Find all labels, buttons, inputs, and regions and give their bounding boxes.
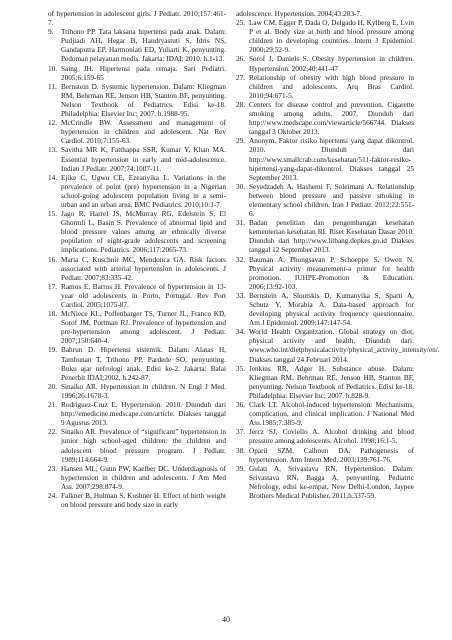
reference-number: 9. [48, 28, 54, 37]
reference-text: Sinaiko AR. Hypertension in children. N Engl J Med. 1996;26:1678-3. [61, 382, 226, 400]
reference-text: Ramos E, Barros H. Prevalence of hypertension in 13-year old adolescents in Porto, Portugal. Rev Port Cardiol. 2005;1075-87. [61, 282, 226, 309]
reference-text: Relationship of obesity with high blood pressure in children and adolescents. Arq Bras Cardiol. 2010;94:671-5. [249, 73, 414, 100]
reference-number: 29. [236, 137, 246, 146]
reference-number: 35. [236, 364, 246, 373]
reference-number: 11. [48, 82, 57, 91]
reference-list [48, 28, 226, 510]
reference-text: Bernstein D. Systemic hypertension. Dalam: Kliegman RM, Behrman RE, Jenson HB, Stanton BF, penyunting. Nelson Textbook of Pediatrics. Edisi ke-18. Philadelphia: Elsevier Inc; 2007. h.1988-95. [61, 82, 226, 119]
reference-text: McNiece KL, Poffenbarger TS, Turner JL, Franco KD, Sorof JM, Portman RJ. Prevalence of hypertension and pre-hypertension among adolescent. J Pediatr. 2007;150:640-4. [61, 310, 226, 346]
reference-item [48, 65, 226, 83]
reference-number: 30. [236, 182, 246, 191]
left-column [48, 10, 226, 510]
reference-number: 33. [236, 291, 246, 300]
reference-text: Law CM, Egger P, Dada O, Delgado H, Kylberg E, Lvin P et al. Body size at birth and blood pressure among children in developing countries. Intern J Epidemiol. 2000;29:52-9. [249, 19, 414, 55]
reference-text: Gulati A, Srivastava RN, Hypertension. Dalam: Srivastava RN, Bagga A, penyunting. Pediatric Nefrology, edisi ke-empat, New Delhi-London, Jaypee Brothers Medical Publisher, 2011,h.337-59. [249, 464, 414, 500]
reference-item [48, 146, 226, 173]
reference-number: 17. [48, 282, 58, 291]
reference-item [48, 210, 226, 255]
reference-text: Bahrun D. Hipertensi sistemik. Dalam: Alatas H, Tambunan T, Trihono PP, Pardede SO, penyunting. Buku ajar nefrologi anak. Edisi ke-2. Jakarta: Balai Penerbit IDAI;2002, h.242-87. [61, 346, 226, 382]
reference-continuation: of hypertension in adolescent girls. J Pediatr. 2010;157:461-7. [48, 10, 226, 28]
reference-text: Saing JH. Hipertensi pada remaja. Sari Pediatri. 2005;6:159-65 [61, 64, 226, 82]
reference-item [48, 346, 226, 382]
reference-item [236, 447, 414, 465]
reference-item [48, 119, 226, 146]
reference-number: 25. [236, 19, 246, 28]
reference-number: 23. [48, 464, 58, 473]
reference-number: 37. [236, 428, 246, 437]
reference-number: 19. [48, 346, 58, 355]
reference-text: Bernstein A, Sloutskis D, Kumanyika S, Sparti A, Schutz Y, Morabia A. Data-based approach for developing physical activity frequency questionnaire. Am J Epidemiol. 2009;147:147-54. [249, 291, 414, 328]
reference-item [236, 55, 414, 73]
reference-item [236, 256, 414, 292]
reference-text: Sorof J, Daniels S. Obesity hypertension in children. Hypertension. 2002;40:441-47 [249, 55, 414, 73]
reference-number: 10. [48, 64, 58, 73]
reference-number: 39. [236, 464, 246, 473]
reference-number: 18. [48, 310, 58, 319]
reference-item [236, 74, 414, 101]
reference-number: 32. [236, 255, 246, 264]
reference-number: 13. [48, 146, 58, 155]
reference-text: Centers for disease control and prevention. Cigarette smoking among adults. 2007. Diunduh dari http://www.medscape.com/viewarticle/566744. Diakses tanggal 3 Oktober 2013. [249, 100, 414, 137]
reference-text: Trihono PP. Tata laksana hipertensi pada anak. Dalam: Pudjiadi AH, Hegar B, Handryastuti S, Idris NS, Gandaputra EP, Harmoniati ED, Yuliarti K, penyunting. Pedoman pelayanan medis. Jakarta: IDAI; 2010. h.1-13. [61, 28, 226, 64]
reference-item [48, 83, 226, 119]
reference-number: 31. [236, 219, 246, 228]
reference-item [236, 101, 414, 137]
reference-text: Rodriguez-Cruz E. Hypertension. 2010. Diunduh dari http://emedicine.medscape.com/article. Diakses tanggal 9 Agustus 2013. [61, 401, 226, 428]
reference-item [48, 283, 226, 310]
reference-number: 26. [236, 55, 246, 64]
reference-number: 24. [48, 491, 58, 500]
reference-text: Clark LT. Alcohol-induced hypertension: Mechanisms, complication, and clinical implication. J National Med Ass.1985;7:385-9. [249, 401, 414, 428]
reference-text: Jenkins RR, Adger H. Substance abuse. Dalam: Kliegman RM, Behrman RE, Jenson HB, Stanton BF, penyunting. Nelson Textbook of Pediatrics. Edisi ke-18. Philadelphia: Elsevier Inc; 2007. h.828-9. [249, 364, 414, 400]
reference-item [48, 174, 226, 210]
reference-item [236, 428, 414, 446]
reference-number: 20. [48, 382, 58, 391]
reference-number: 27. [236, 73, 246, 82]
reference-item [236, 19, 414, 55]
reference-item [236, 219, 414, 255]
reference-text: Sinaiko AR. Prevalence of “significant” hypertension in junior high school-aged children: the children and adolescent blood pressure program. J Pediatr. 1989;114:664-9. [61, 428, 226, 464]
reference-text: Maria C, Kuschnir MC, Mendonca GA. Risk factors associated with arterial hypertension in adolescents. J Pediatr. 2007;83:335-42. [61, 255, 226, 282]
reference-text: McCrindle BW. Assessment and management of hypertension in children and adolescent. Nat Rev Cardiol. 2010;7:155-63. [61, 119, 226, 146]
reference-number: 14. [48, 173, 58, 182]
reference-text: Falkner B, Hulman S, Kushner H. Effect of birth weight on blood pressure and body size in early [61, 491, 226, 510]
reference-number: 12. [48, 119, 58, 128]
reference-item [48, 428, 226, 464]
reference-text: Bauman A, Phongsavan P, Schoeppe S, Owen N. Physical activity measurement-a primer for health promotion. IUHPE-Promotion & Education. 2006;13:92-103. [249, 255, 414, 291]
reference-item [236, 183, 414, 219]
reference-text: Badan penelitian dan pengembangan kesehatan kementerian kesehatan RI. Riset Kesehatan Dasar 2010. Diunduh dari http://www.litbang.depkes.go.id Diakses tanggal 12 September 2013. [249, 219, 414, 255]
reference-text: Savitha MR K, Fatthappa SSR, Kumar Y, Khan MA. Essential hypertension in early and mid-adolescence. Indian J Pediatr. 2007;74:1007-11. [61, 146, 226, 173]
reference-item [48, 28, 226, 64]
reference-item [236, 292, 414, 328]
reference-item [236, 365, 414, 401]
reference-text: Ejike C, Ugwu CE, Ezeanyika L. Variations in the prevalence of point (pre) hypertension in a Nigerian school-going adolescent population living in a semi-urban and an urban area. BMC Pediatrics. 2010;10:1-7. [61, 173, 226, 209]
reference-number: 15. [48, 210, 58, 219]
reference-number: 38. [236, 446, 246, 455]
reference-text: Oparil SZM, Calhoun DA. Pathogenesis of hypertension. Ann Intern Med. 2003;139:761-76. [249, 446, 414, 464]
reference-number: 22. [48, 428, 58, 437]
reference-text: Jago R, Harrel JS, McMurray RG, Edelstein S, El Ghormli L, Basin S. Prevalence of abnormal lipid and blood pressure values among an ethnically diverse population of eight-grade adolescents and screening implications. Pediatrics. 2006;117:2065-73. [61, 210, 226, 255]
reference-text: Anonym. Faktor risiko hipertensi yang dapat dikontrol. 2010. Diunduh dari http://www.smallcrab.com/kesehatan/511-faktor-resiko-hipertensi-yang-dapat-dikontrol. Diakses tanggal 25 September 2013. [249, 137, 414, 182]
reference-text: Seyedzadeh A, Hashemi F, Soleimani A. Relationship between blood pressure and passive smoking in elementary school children. Iran J Pediatr. 2012;22:551-6. [249, 182, 414, 219]
reference-number: 21. [48, 401, 58, 410]
reference-item [236, 465, 414, 501]
reference-list [236, 19, 440, 501]
page-number: 40 [222, 615, 230, 624]
reference-item [236, 328, 440, 364]
reference-item [48, 383, 226, 401]
reference-number: 28. [236, 100, 246, 109]
reference-item [48, 465, 226, 492]
reference-number: 34. [236, 328, 246, 337]
reference-item [48, 401, 226, 428]
reference-text: World Health Organization. Global strategy on diet, physical activity and health. Diunduh dari: www.who.int/dietphysicalactivity/physical_activity_intensity/en/. Diakses tanggal 24 Februari 2014. [249, 328, 440, 364]
reference-item [236, 401, 414, 428]
reference-number: 16. [48, 255, 58, 264]
reference-continuation: adolescence. Hypertension. 2004;43:203-7. [236, 10, 362, 18]
reference-item [48, 256, 226, 283]
reference-text: Hansen ML, Gunn PW, Kaelber DC. Underdiagnosis of hypertension in children and adolescents. J Am Med Ass. 2007;298:874-9. [61, 464, 226, 491]
reference-text: Jercz SJ, Coviello A. Alcohol drinking and blood pressure among adolescents. Alcohol. 1998;16:1-5. [249, 428, 414, 446]
reference-item [48, 492, 226, 510]
reference-number: 36. [236, 401, 246, 410]
right-column [236, 10, 440, 501]
reference-item [48, 310, 226, 346]
reference-item [236, 137, 414, 182]
